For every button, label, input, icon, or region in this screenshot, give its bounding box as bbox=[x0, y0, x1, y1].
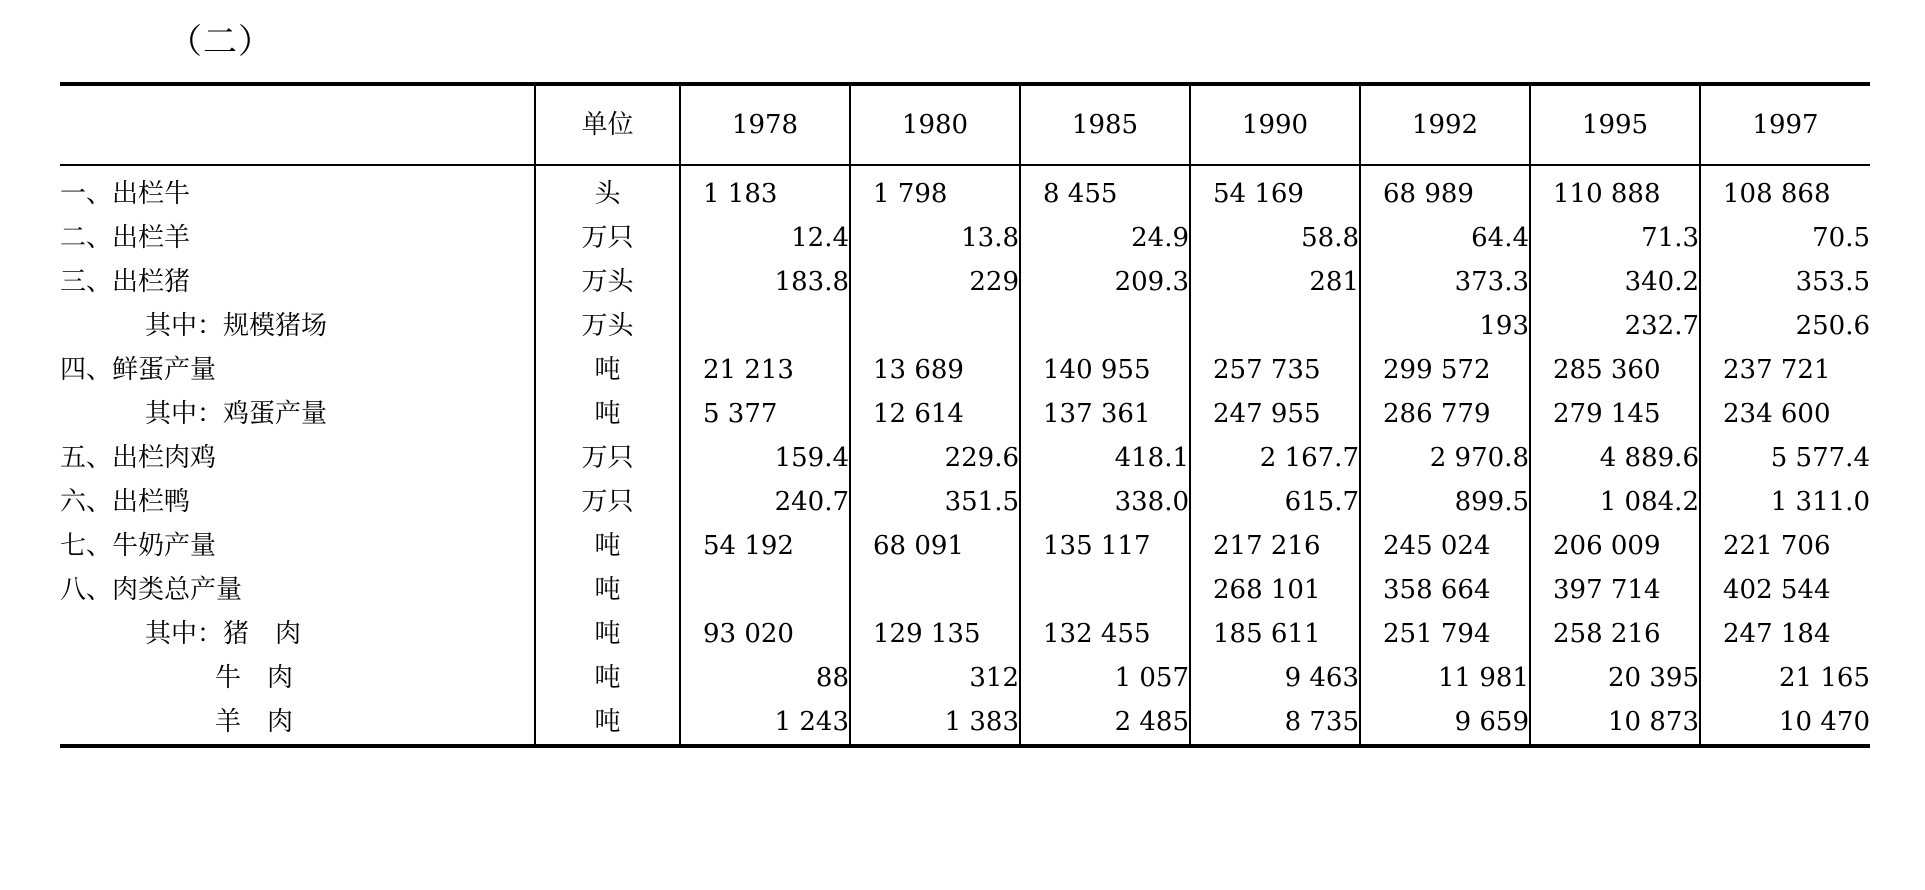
row-unit: 吨 bbox=[535, 524, 680, 568]
statistics-table bbox=[60, 82, 1870, 748]
table-row bbox=[60, 392, 1870, 436]
header-cell-1992: 1992 bbox=[1360, 84, 1530, 165]
row-value: 54 169 bbox=[1190, 165, 1360, 216]
row-unit: 吨 bbox=[535, 700, 680, 746]
row-value: 21 165 bbox=[1700, 656, 1870, 700]
row-value: 232.7 bbox=[1530, 304, 1700, 348]
row-value: 58.8 bbox=[1190, 216, 1360, 260]
row-unit: 万只 bbox=[535, 216, 680, 260]
row-value: 54 192 bbox=[680, 524, 850, 568]
row-value: 12 614 bbox=[850, 392, 1020, 436]
header-cell-1978: 1978 bbox=[680, 84, 850, 165]
row-value: 88 bbox=[680, 656, 850, 700]
row-value: 1 084.2 bbox=[1530, 480, 1700, 524]
row-value: 8 455 bbox=[1020, 165, 1190, 216]
row-value: 351.5 bbox=[850, 480, 1020, 524]
row-label: 六、出栏鸭 bbox=[60, 487, 191, 517]
row-unit: 万头 bbox=[535, 260, 680, 304]
row-value: 2 167.7 bbox=[1190, 436, 1360, 480]
table-row bbox=[60, 436, 1870, 480]
row-unit: 万头 bbox=[535, 304, 680, 348]
row-value bbox=[680, 568, 850, 612]
row-value: 397 714 bbox=[1530, 568, 1700, 612]
row-value: 245 024 bbox=[1360, 524, 1530, 568]
table-row bbox=[60, 700, 1870, 746]
row-value: 1 057 bbox=[1020, 656, 1190, 700]
row-value: 250.6 bbox=[1700, 304, 1870, 348]
row-value: 221 706 bbox=[1700, 524, 1870, 568]
row-label: 其中：鸡蛋产量 bbox=[145, 399, 328, 429]
row-value: 68 989 bbox=[1360, 165, 1530, 216]
row-value: 135 117 bbox=[1020, 524, 1190, 568]
table-row bbox=[60, 568, 1870, 612]
row-value: 229 bbox=[850, 260, 1020, 304]
row-value: 159.4 bbox=[680, 436, 850, 480]
row-value: 1 243 bbox=[680, 700, 850, 746]
row-value: 110 888 bbox=[1530, 165, 1700, 216]
row-value: 20 395 bbox=[1530, 656, 1700, 700]
statistics-table-container bbox=[60, 82, 1870, 748]
row-value: 185 611 bbox=[1190, 612, 1360, 656]
row-value: 286 779 bbox=[1360, 392, 1530, 436]
row-value: 2 970.8 bbox=[1360, 436, 1530, 480]
row-unit: 吨 bbox=[535, 392, 680, 436]
row-value: 193 bbox=[1360, 304, 1530, 348]
row-value: 1 311.0 bbox=[1700, 480, 1870, 524]
row-value: 237 721 bbox=[1700, 348, 1870, 392]
row-label: 一、出栏牛 bbox=[60, 165, 535, 216]
table-row bbox=[60, 304, 1870, 348]
row-value: 206 009 bbox=[1530, 524, 1700, 568]
header-cell-1997: 1997 bbox=[1700, 84, 1870, 165]
row-label: 二、出栏羊 bbox=[60, 223, 191, 253]
row-unit: 吨 bbox=[535, 612, 680, 656]
row-value: 312 bbox=[850, 656, 1020, 700]
header-cell-1995: 1995 bbox=[1530, 84, 1700, 165]
row-value: 93 020 bbox=[680, 612, 850, 656]
header-cell-1985: 1985 bbox=[1020, 84, 1190, 165]
row-value bbox=[850, 568, 1020, 612]
header-cell-1990: 1990 bbox=[1190, 84, 1360, 165]
row-value: 229.6 bbox=[850, 436, 1020, 480]
row-value: 140 955 bbox=[1020, 348, 1190, 392]
row-value: 615.7 bbox=[1190, 480, 1360, 524]
row-value: 257 735 bbox=[1190, 348, 1360, 392]
row-value: 5 377 bbox=[680, 392, 850, 436]
row-value: 299 572 bbox=[1360, 348, 1530, 392]
header-cell-unit: 单位 bbox=[535, 84, 680, 165]
table-row bbox=[60, 656, 1870, 700]
row-value: 418.1 bbox=[1020, 436, 1190, 480]
table-row bbox=[60, 524, 1870, 568]
row-value: 240.7 bbox=[680, 480, 850, 524]
row-value: 234 600 bbox=[1700, 392, 1870, 436]
row-label: 羊 肉 bbox=[60, 700, 535, 746]
row-value: 217 216 bbox=[1190, 524, 1360, 568]
row-value: 338.0 bbox=[1020, 480, 1190, 524]
row-value: 108 868 bbox=[1700, 165, 1870, 216]
row-value: 13 689 bbox=[850, 348, 1020, 392]
row-value: 2 485 bbox=[1020, 700, 1190, 746]
row-value bbox=[1020, 304, 1190, 348]
row-value: 1 183 bbox=[680, 165, 850, 216]
row-value: 9 463 bbox=[1190, 656, 1360, 700]
row-label: 五、出栏肉鸡 bbox=[60, 443, 217, 473]
row-value: 247 184 bbox=[1700, 612, 1870, 656]
row-value: 13.8 bbox=[850, 216, 1020, 260]
table-row bbox=[60, 348, 1870, 392]
table-row bbox=[60, 612, 1870, 656]
row-unit: 吨 bbox=[535, 656, 680, 700]
row-label: 其中：规模猪场 bbox=[145, 311, 328, 341]
row-value bbox=[1020, 568, 1190, 612]
table-row bbox=[60, 480, 1870, 524]
row-value: 137 361 bbox=[1020, 392, 1190, 436]
row-label: 七、牛奶产量 bbox=[60, 531, 217, 561]
row-value: 9 659 bbox=[1360, 700, 1530, 746]
table-body bbox=[60, 165, 1870, 746]
row-value: 209.3 bbox=[1020, 260, 1190, 304]
row-value: 1 383 bbox=[850, 700, 1020, 746]
row-value bbox=[1190, 304, 1360, 348]
table-header bbox=[60, 84, 1870, 165]
row-label: 四、鲜蛋产量 bbox=[60, 355, 217, 385]
row-value: 340.2 bbox=[1530, 260, 1700, 304]
table-row bbox=[60, 165, 1870, 216]
row-unit: 吨 bbox=[535, 568, 680, 612]
row-label: 其中：猪 肉 bbox=[145, 619, 302, 649]
row-value: 247 955 bbox=[1190, 392, 1360, 436]
row-value: 183.8 bbox=[680, 260, 850, 304]
row-unit: 万只 bbox=[535, 480, 680, 524]
row-value: 8 735 bbox=[1190, 700, 1360, 746]
row-unit: 吨 bbox=[535, 348, 680, 392]
row-value: 285 360 bbox=[1530, 348, 1700, 392]
row-label: 牛 肉 bbox=[215, 663, 294, 693]
row-value: 64.4 bbox=[1360, 216, 1530, 260]
row-unit: 头 bbox=[535, 165, 680, 216]
table-header-row bbox=[60, 84, 1870, 165]
row-value: 10 470 bbox=[1700, 700, 1870, 746]
row-value: 5 577.4 bbox=[1700, 436, 1870, 480]
row-value: 12.4 bbox=[680, 216, 850, 260]
row-value: 10 873 bbox=[1530, 700, 1700, 746]
row-value: 251 794 bbox=[1360, 612, 1530, 656]
row-value: 4 889.6 bbox=[1530, 436, 1700, 480]
row-value bbox=[850, 304, 1020, 348]
row-value: 132 455 bbox=[1020, 612, 1190, 656]
header-cell-blank bbox=[60, 84, 535, 165]
row-value: 24.9 bbox=[1020, 216, 1190, 260]
row-value: 68 091 bbox=[850, 524, 1020, 568]
row-label: 八、肉类总产量 bbox=[60, 575, 243, 605]
row-value: 281 bbox=[1190, 260, 1360, 304]
row-value: 70.5 bbox=[1700, 216, 1870, 260]
row-value: 358 664 bbox=[1360, 568, 1530, 612]
row-value bbox=[680, 304, 850, 348]
row-value: 21 213 bbox=[680, 348, 850, 392]
row-label: 三、出栏猪 bbox=[60, 267, 191, 297]
row-value: 402 544 bbox=[1700, 568, 1870, 612]
row-value: 129 135 bbox=[850, 612, 1020, 656]
row-value: 258 216 bbox=[1530, 612, 1700, 656]
row-value: 1 798 bbox=[850, 165, 1020, 216]
row-value: 279 145 bbox=[1530, 392, 1700, 436]
row-value: 373.3 bbox=[1360, 260, 1530, 304]
row-unit: 万只 bbox=[535, 436, 680, 480]
header-cell-1980: 1980 bbox=[850, 84, 1020, 165]
row-value: 71.3 bbox=[1530, 216, 1700, 260]
section-label: （二） bbox=[168, 22, 273, 62]
table-row bbox=[60, 216, 1870, 260]
row-value: 268 101 bbox=[1190, 568, 1360, 612]
row-value: 899.5 bbox=[1360, 480, 1530, 524]
row-value: 353.5 bbox=[1700, 260, 1870, 304]
table-row bbox=[60, 260, 1870, 304]
row-value: 11 981 bbox=[1360, 656, 1530, 700]
